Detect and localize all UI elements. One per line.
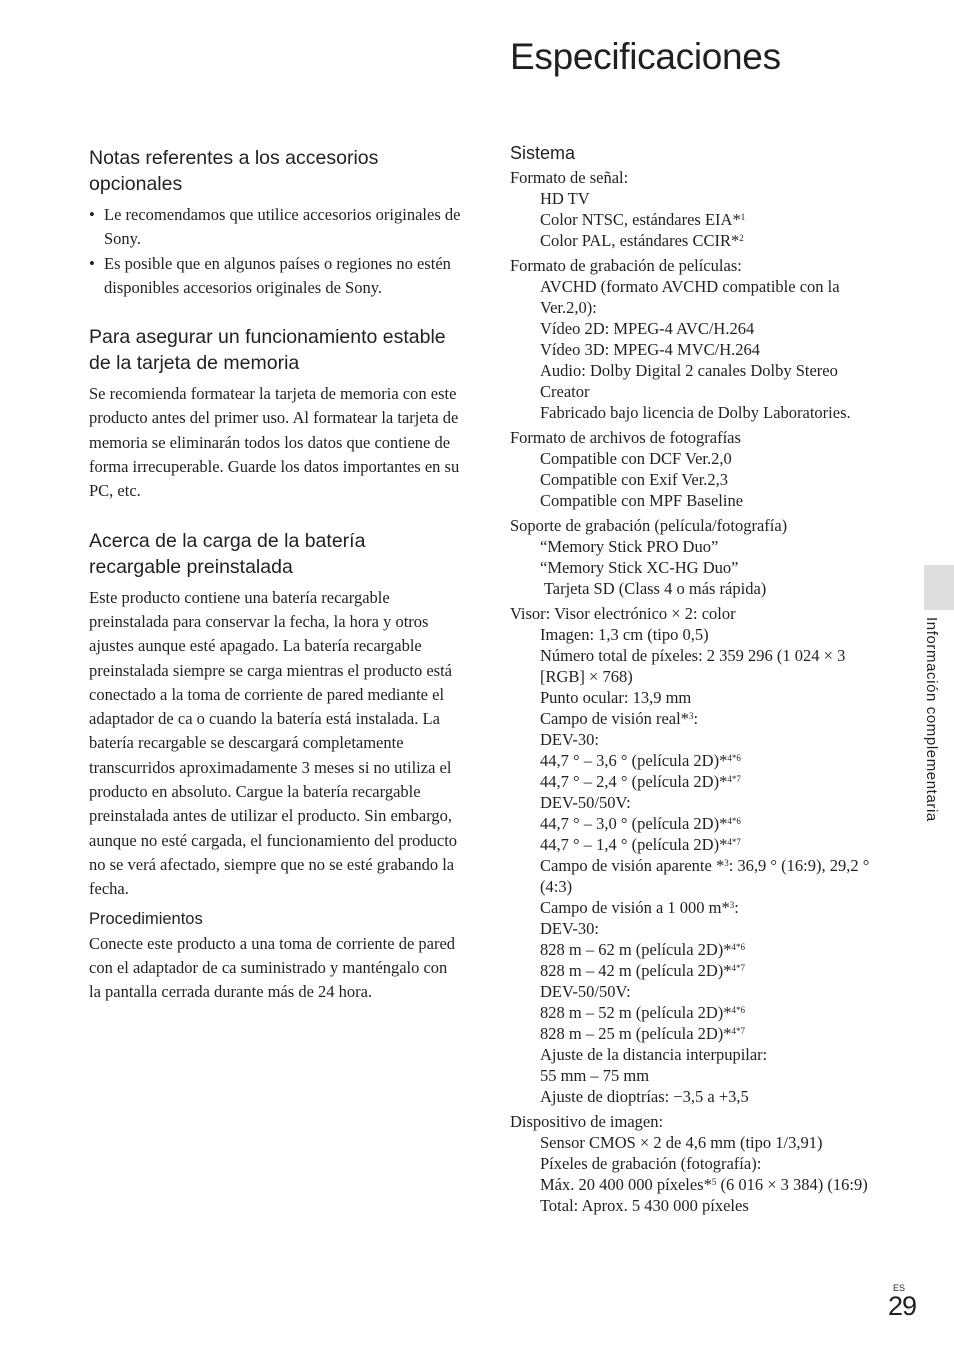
spec-line: Campo de visión a 1 000 m*$^3$:	[540, 898, 739, 917]
page-number: 29	[888, 1291, 917, 1321]
spec-line: 828 m – 42 m (película 2D)*$^{4*7}$	[540, 961, 746, 980]
battery-heading: Acerca de la carga de la batería recargable preinstalada	[89, 529, 366, 578]
memory-card-heading: Para asegurar un funcionamiento estable de la tarjeta de memoria	[89, 326, 446, 375]
list-item: • Le recomendamos que utilice accesorios originales de Sony.	[89, 205, 461, 249]
spec-line: 44,7 ° – 1,4 ° (película 2D)*$^{4*7}$	[540, 835, 741, 854]
spec-label: Soporte de grabación (película/fotografía)	[510, 516, 788, 535]
accessories-section	[89, 145, 461, 300]
spec-line: Total: Aprox. 5 430 000 píxeles	[540, 1196, 749, 1215]
spec-line: Campo de visión real*$^3$:	[540, 709, 699, 728]
accessories-heading: Notas referentes a los accesorios opcionales	[89, 147, 379, 195]
spec-line: Vídeo 2D: MPEG-4 AVC/H.264	[540, 319, 755, 338]
spec-label: Visor: Visor electrónico × 2: color	[510, 604, 736, 623]
movie-format-group	[510, 255, 870, 423]
spec-line: Píxeles de grabación (fotografía):	[540, 1154, 762, 1173]
spec-line: Compatible con MPF Baseline	[540, 491, 744, 510]
spec-label: Formato de grabación de películas:	[510, 256, 742, 275]
spec-line: 44,7 ° – 3,6 ° (película 2D)*$^{4*6}$	[540, 751, 741, 770]
spec-line: HD TV	[540, 189, 590, 208]
media-group	[510, 515, 870, 599]
procedure-body: Conecte este producto a una toma de corriente de pared con el adaptador de ca suministrado y manténgalo con la pantalla cerrada durante más de 24 hora.	[89, 933, 456, 1002]
spec-line: Fabricado bajo licencia de Dolby Laboratories.	[540, 403, 851, 422]
spec-line: “Memory Stick PRO Duo”	[540, 537, 719, 556]
spec-line: Audio: Dolby Digital 2 canales Dolby Stereo Creator	[540, 361, 838, 401]
spec-label: Dispositivo de imagen:	[510, 1112, 664, 1131]
spec-line: 44,7 ° – 2,4 ° (película 2D)*$^{4*7}$	[540, 772, 741, 791]
signal-format-group	[510, 167, 870, 251]
photo-format-group	[510, 427, 870, 511]
memory-card-section	[89, 324, 461, 503]
spec-line: “Memory Stick XC-HG Duo”	[540, 558, 739, 577]
page-title: Especificaciones	[510, 36, 781, 77]
system-heading: Sistema	[510, 143, 576, 163]
spec-line: Máx. 20 400 000 píxeles*$^5$ (6 016 × 3 384) (16:9)	[540, 1175, 868, 1194]
spec-line: DEV-50/50V:	[540, 982, 631, 1001]
spec-line: 828 m – 62 m (película 2D)*$^{4*6}$	[540, 940, 746, 959]
spec-line: Campo de visión aparente *$^3$: 36,9 ° (16:9), 29,2 ° (4:3)	[540, 856, 870, 896]
spec-line: Ajuste de la distancia interpupilar:	[540, 1045, 768, 1064]
memory-card-body: Se recomienda formatear la tarjeta de memoria con este producto antes del primer uso. Al formatear la tarjeta de memoria se eliminarán todos los datos que contiene de forma irrecuperable. Guarde los datos importantes en su PC, etc.	[89, 384, 460, 501]
right-column	[510, 141, 870, 1220]
spec-line: Vídeo 3D: MPEG-4 MVC/H.264	[540, 340, 761, 359]
language-code: ES	[893, 1283, 906, 1293]
spec-line: Imagen: 1,3 cm (tipo 0,5)	[540, 625, 709, 644]
spec-line: DEV-50/50V:	[540, 793, 631, 812]
spec-line: 828 m – 25 m (película 2D)*$^{4*7}$	[540, 1024, 746, 1043]
section-tab-label: Información complementaria	[923, 617, 940, 822]
bullet-icon: •	[89, 253, 95, 273]
section-tab-marker	[924, 565, 954, 610]
battery-section	[89, 528, 461, 1005]
spec-line: Compatible con Exif Ver.2,3	[540, 470, 729, 489]
imaging-device-group	[510, 1111, 870, 1216]
spec-line: 44,7 ° – 3,0 ° (película 2D)*$^{4*6}$	[540, 814, 741, 833]
left-column	[89, 145, 461, 1028]
spec-label: Formato de señal:	[510, 168, 629, 187]
spec-line: Punto ocular: 13,9 mm	[540, 688, 692, 707]
spec-label: Formato de archivos de fotografías	[510, 428, 741, 447]
accessories-list	[89, 203, 461, 300]
spec-line: Ajuste de dioptrías: −3,5 a +3,5	[540, 1087, 749, 1106]
procedure-heading: Procedimientos	[89, 909, 203, 928]
spec-line: Color NTSC, estándares EIA*$^1$	[540, 210, 746, 229]
spec-line: AVCHD (formato AVCHD compatible con la Ver.2,0):	[540, 277, 840, 317]
spec-line: 828 m – 52 m (película 2D)*$^{4*6}$	[540, 1003, 746, 1022]
spec-line: DEV-30:	[540, 730, 599, 749]
battery-body: Este producto contiene una batería recargable preinstalada para conservar la fecha, la hora y otros ajustes aunque esté apagado. La batería recargable preinstalada siempre se carga mientras el producto está conectado a la toma de corriente de pared mediante el adaptador de ca o cuando la batería está instalada. La batería recargable se descargará completamente transcurridos aproximadamente 3 meses si no utiliza el producto en absoluto. Cargue la batería recargable preinstalada antes de utilizar el producto. Sin embargo, aunque no esté cargada, el funcionamiento del producto no se verá afectado, siempre que no se esté grabando la fecha.	[89, 587, 458, 899]
spec-line: Tarjeta SD (Class 4 o más rápida)	[540, 579, 767, 598]
spec-line: Compatible con DCF Ver.2,0	[540, 449, 732, 468]
spec-line: Sensor CMOS × 2 de 4,6 mm (tipo 1/3,91)	[540, 1133, 823, 1152]
bullet-icon: •	[89, 205, 95, 224]
spec-line: Número total de píxeles: 2 359 296 (1 024 × 3 [RGB] × 768)	[540, 646, 846, 686]
spec-line: Color PAL, estándares CCIR*$^2$	[540, 231, 744, 250]
spec-line: DEV-30:	[540, 919, 599, 938]
spec-line: 55 mm – 75 mm	[540, 1066, 650, 1085]
viewfinder-group	[510, 603, 870, 1107]
list-item: • Es posible que en algunos países o regiones no estén disponibles accesorios originales de Sony.	[89, 253, 451, 297]
